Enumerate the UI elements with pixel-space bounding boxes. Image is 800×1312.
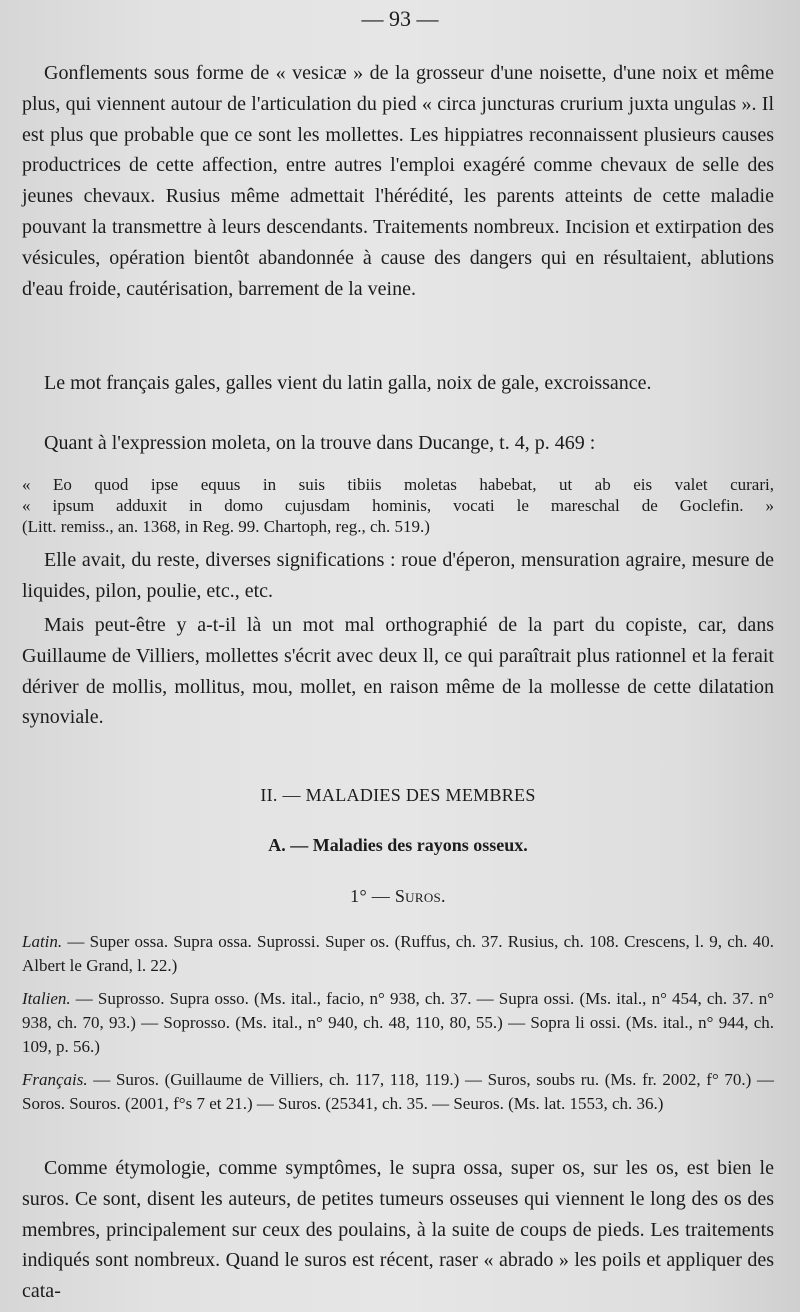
entry-label: Italien. [22, 989, 71, 1008]
page-number: — 93 — [361, 6, 439, 31]
entry-francais [22, 1068, 774, 1116]
paragraph-moleta [22, 428, 774, 459]
subsection-heading-block [22, 835, 774, 856]
entry-text: — Suros. (Guillaume de Villiers, ch. 117, 118, 119.) — Suros, soubs ru. (Ms. fr. 2002, f° 70.) — Soros. Souros. (2001, f°s 7 et 21.) — Suros. (25341, ch. 35. — Seuros. (Ms. lat. 1553, ch. 36.) [22, 1070, 774, 1113]
paragraph-text: Elle avait, du reste, diverses significations : roue d'éperon, mensuration agraire, mesure de liquides, pilon, poulie, etc., etc. [22, 549, 774, 602]
entry-latin [22, 930, 774, 978]
section-heading: II. — MALADIES DES MEMBRES [260, 785, 536, 805]
paragraph-text: Le mot français gales, galles vient du latin galla, noix de gale, excroissance. [44, 372, 652, 394]
paragraph-text: Quant à l'expression moleta, on la trouve dans Ducange, t. 4, p. 469 : [44, 432, 596, 454]
section-heading-block [22, 785, 774, 806]
paragraph-text: Comme étymologie, comme symptômes, le supra ossa, super os, sur les os, est bien le suros. Ce sont, disent les auteurs, de petites tumeurs osseuses qui viennent le long des os des membres, principalement sur ceux des poulains, à la suite de coups de pieds. Les traitements indiqués sont nombreux. Quand le suros est récent, raser « abrado » les poils et appliquer des cata- [22, 1157, 774, 1303]
quote-line: « Eo quod ipse equus in suis tibiis moletas habebat, ut ab eis valet curari, [22, 475, 774, 494]
quotation-block [22, 474, 774, 537]
subsection-heading: A. — Maladies des rayons osseux. [268, 835, 528, 855]
paragraph-copiste [22, 610, 774, 733]
paragraph-vesicae [22, 58, 774, 304]
paragraph-text: Mais peut-être y a-t-il là un mot mal orthographié de la part du copiste, car, dans Guillaume de Villiers, mollettes s'écrit avec deux ll, ce qui paraîtrait plus rationnel et la ferait dériver de mollis, mollitus, mou, mollet, en raison même de la mollesse de cette dilatation synoviale. [22, 614, 774, 729]
item-heading-block [22, 886, 774, 907]
paragraph-text: Gonflements sous forme de « vesicæ » de la grosseur d'une noisette, d'une noix et même plus, qui viennent autour de l'articulation du pied « circa juncturas crurium juxta ungulas ». Il est plus que probable que ce sont les mollettes. Les hippiatres reconnaissent plusieurs causes productrices de cette affection, entre autres l'emploi exagéré comme chevaux de selle des jeunes chevaux. Rusius même admettait l'hérédité, les parents atteints de cette maladie pouvant la transmettre à leurs descendants. Traitements nombreux. Incision et extirpation des vésicules, opération bientôt abandonnée à cause des dangers qui en résultaient, ablutions d'eau froide, cautérisation, barrement de la veine. [22, 62, 774, 300]
entry-text: — Suprosso. Supra osso. (Ms. ital., facio, n° 938, ch. 37. — Supra ossi. (Ms. ital., n° 454, ch. 37. n° 938, ch. 70, 93.) — Soprosso. (Ms. ital., n° 940, ch. 48, 110, 80, 55.) — Sopra li ossi. (Ms. ital., n° 944, ch. 109, p. 56.) [22, 989, 774, 1056]
paragraph-etymologie [22, 1153, 774, 1307]
quote-citation: (Litt. remiss., an. 1368, in Reg. 99. Chartoph, reg., ch. 519.) [22, 517, 430, 536]
entry-italien [22, 987, 774, 1059]
entry-label: Latin. [22, 932, 63, 951]
quote-line: « ipsum adduxit in domo cujusdam hominis, vocati le mareschal de Goclefin. » [22, 496, 774, 515]
item-heading: 1° — Suros. [350, 886, 446, 906]
entry-label: Français. [22, 1070, 88, 1089]
entry-text: — Super ossa. Supra ossa. Suprossi. Super os. (Ruffus, ch. 37. Rusius, ch. 108. Crescens, l. 9, ch. 40. Albert le Grand, l. 22.) [22, 932, 774, 975]
paragraph-gales [22, 368, 774, 399]
paragraph-significations [22, 545, 774, 607]
